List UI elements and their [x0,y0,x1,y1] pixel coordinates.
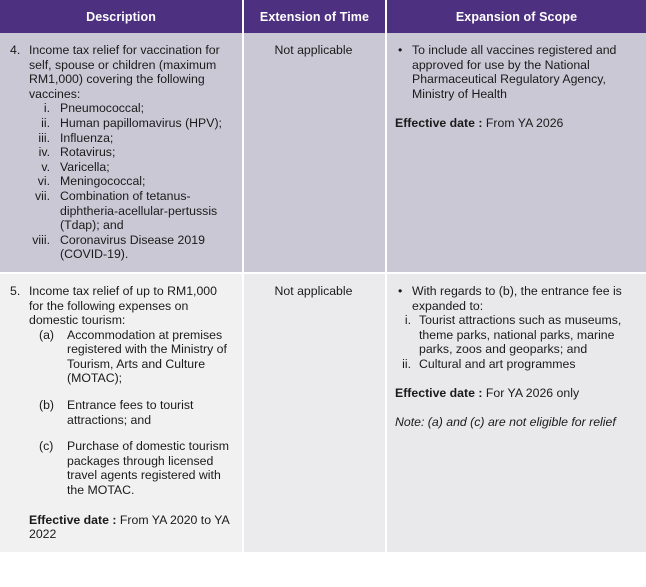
row-5-number: 5. [10,283,21,298]
effective-date-label: Effective date : [29,512,117,527]
row-4-scope-bullet-item [395,43,636,101]
list-item [29,101,232,116]
row-5-scope-sub-list [395,313,636,371]
table-row [0,33,646,273]
list-marker: ii. [402,356,411,371]
column-header-description: Description [0,0,243,33]
list-item [29,131,232,146]
effective-date-value: From YA 2020 to YA 2022 [29,512,230,542]
row-5-expansion-of-scope-cell [386,273,646,553]
list-item [29,328,232,386]
bullet-icon: • [398,283,403,298]
list-text: Combination of tetanus-diphtheria-acellular-pertussis (Tdap); and [60,188,218,233]
row-5-description-intro: Income tax relief of up to RM1,000 for the following expenses on domestic tourism: [29,283,217,328]
row-5-description-effective-date-block [29,513,232,542]
row-4-effective-date-block [395,116,636,131]
list-item [395,313,636,357]
list-text: Rotavirus; [60,145,116,160]
row-5-extension-of-time-cell [243,273,386,553]
list-text: Pneumococcal; [60,101,145,116]
list-marker: iii. [38,130,50,145]
row-5-extension-of-time-value: Not applicable [274,283,353,298]
list-marker: (a) [39,327,55,342]
list-text: Tourist attractions such as museums, theme parks, national parks, marine parks, zoos and geoparks; and [419,313,622,357]
row-5-numbered-item [8,284,232,542]
effective-date-value: For YA 2026 only [485,386,580,401]
list-text: Purchase of domestic tourism packages through licensed travel agents registered with the MOTAC. [67,439,229,498]
list-item [395,357,636,372]
list-marker: vi. [37,174,50,189]
list-text: Varicella; [60,159,110,174]
effective-date-label: Effective date : [395,116,483,131]
list-marker: (c) [39,439,54,454]
row-5-note: Note: (a) and (c) are not eligible for relief [395,415,616,430]
table-header-row [0,0,646,33]
list-marker: iv. [38,145,50,160]
row-4-expansion-of-scope-cell [386,33,646,273]
list-marker: v. [41,159,50,174]
column-header-expansion-of-scope: Expansion of Scope [386,0,646,33]
list-marker: i. [43,101,50,116]
list-item [29,233,232,262]
row-5-description-cell [0,273,243,553]
list-text: Meningococcal; [60,174,146,189]
list-item [29,439,232,497]
list-marker: vii. [34,188,50,203]
list-marker: i. [404,313,411,328]
bullet-icon: • [398,43,403,57]
list-text: Human papillomavirus (HPV); [60,115,222,130]
row-4-vaccine-list [29,101,232,262]
list-text: Influenza; [60,130,114,145]
row-4-description-cell [0,33,243,273]
list-item [29,189,232,233]
row-5-scope-bullet-text: With regards to (b), the entrance fee is expanded to: [412,283,622,313]
row-5-effective-date-block [395,386,636,401]
effective-date-label: Effective date : [395,386,483,401]
row-5-scope-bullet-item [395,284,636,313]
list-marker: (b) [39,398,55,413]
list-text: Accommodation at premises registered with the Ministry of Tourism, Arts and Culture (MOTAC); [67,327,227,386]
row-4-extension-of-time-cell [243,33,386,273]
row-4-description-intro: Income tax relief for vaccination for self, spouse or children (maximum RM1,000) covering the following vaccines: [29,43,220,101]
list-text: Coronavirus Disease 2019 (COVID-19). [60,232,205,262]
list-item [29,145,232,160]
row-4-number: 4. [10,43,21,57]
column-header-extension-of-time: Extension of Time [243,0,386,33]
list-marker: viii. [32,232,50,247]
list-text: Entrance fees to tourist attractions; and [67,398,194,427]
list-marker: ii. [41,115,50,130]
list-item [29,398,232,427]
table-row [0,273,646,553]
list-item [29,116,232,131]
list-text: Cultural and art programmes [419,356,576,371]
effective-date-value: From YA 2026 [485,116,564,131]
list-item [29,160,232,175]
row-4-scope-bullet-text: To include all vaccines registered and approved for use by the National Pharmaceutical Regulatory Agency, Ministry of Health [412,43,617,101]
row-5-expense-list [29,328,232,498]
row-4-numbered-item [8,43,232,262]
row-4-extension-of-time-value: Not applicable [274,43,353,57]
list-item [29,174,232,189]
